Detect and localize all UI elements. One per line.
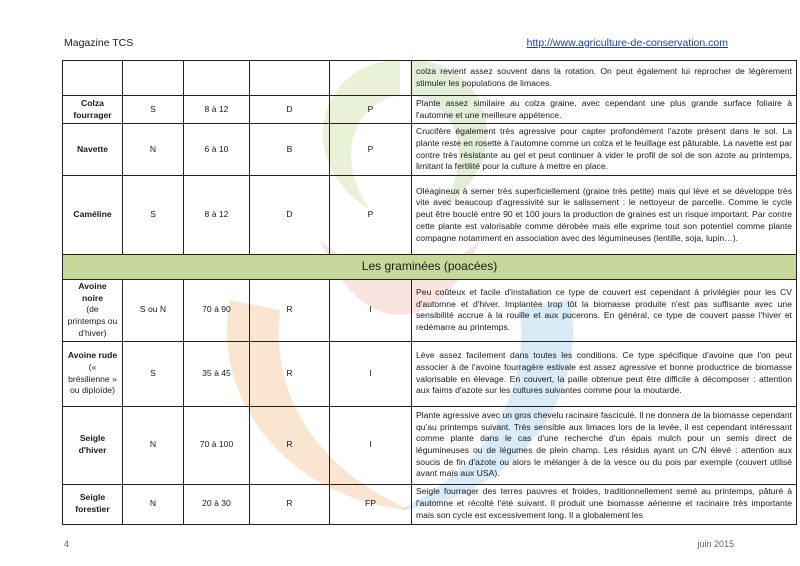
magazine-title: Magazine TCS: [64, 37, 134, 49]
class-cell: [330, 61, 412, 96]
sowing-rate-cell: 35 à 45: [184, 341, 250, 406]
type-cell: R: [250, 341, 330, 406]
type-cell: R: [250, 406, 330, 484]
description-cell: Oléagineux à semer très superficiellement (graine très petite) mais qui lève et se développe très vite avec beaucoup d'agressivité sur le salissement : le nettoyeur de parcelle. Comme le cycle peut être bouclé entre 90 et 100 jours la production de graines est un risque important. Par contre cette plante est valorisable comme dérobée mais elle exprime tout son potentiel comme plante compagne notamment en association avec des légumineuses (lentille, soja, lupin…).: [412, 176, 797, 255]
sowing-rate-cell: 6 à 10: [184, 124, 250, 176]
sowing-period-cell: S: [123, 341, 184, 406]
table-row: [63, 61, 797, 96]
type-cell: D: [250, 96, 330, 124]
sowing-period-cell: N: [123, 484, 184, 524]
description-cell: Lève assez facilement dans toutes les conditions. Ce type spécifique d'avoine que l'on peut associer à de l'avoine fourragère estivale est assez agressive et bonne productrice de biomasse valorisable en élevage. En couvert, la paille obtenue peut être difficile à décomposer : attention aux faims d'azote sur les cultures suivantes comme pour la moutarde.: [412, 341, 797, 406]
description-cell: Crucifère également très agressive pour capter profondément l'azote présent dans le sol. La plante reste en rosette à l'automne comme un colza et le feuillage est pâturable. La navette est par contre très résistante au gel et peut continuer à vider le profil de sol de son azote au printemps, limitant la fertilité pour la culture à mettre en place.: [412, 124, 797, 176]
plant-name-cell: Colza fourrager: [63, 96, 123, 124]
description-cell: Plante assez similaire au colza graine, avec cependant une plus grande surface foliaire à l'automne et une meilleure appétence.: [412, 96, 797, 124]
description-cell: colza revient assez souvent dans la rotation. On peut également lui reprocher de légèrement stimuler les populations de limaces.: [412, 61, 797, 96]
sowing-rate-cell: 70 à 90: [184, 280, 250, 342]
sowing-rate-cell: 8 à 12: [184, 176, 250, 255]
class-cell: P: [330, 124, 412, 176]
sowing-period-cell: S ou N: [123, 280, 184, 342]
class-cell: I: [330, 406, 412, 484]
plant-name-cell: Navette: [63, 124, 123, 176]
table-row: [63, 280, 797, 342]
description-cell: Seigle fourrager des terres pauvres et froides, traditionnellement semé au printemps, pâturé à l'automne et récolté l'été suivant. Il produit une biomasse aérienne et racinaire très importante mais son cycle est excessivement long. Il a globalement les: [412, 484, 797, 524]
table-row: [63, 341, 797, 406]
type-cell: R: [250, 484, 330, 524]
description-cell: Plante agressive avec un gros chevelu racinaire fasciculé. Il ne donnera de la biomasse cependant qu'au printemps suivant. Très sensible aux limaces lors de la levée, il est cependant intéressant comme plante dans le cas d'une recherche d'un épais mulch pour un semis direct de légumineuses ou de légumes de plein champ. Les résidus ayant un C/N élevé : attention aux soucis de fin d'azote ou alors le mélanger à de la vesce ou du pois par exemple (couvert utilisé avant maïs aux USA).: [412, 406, 797, 484]
plant-name-cell: [63, 61, 123, 96]
plant-name-cell: Avoine noire (de printemps ou d'hiver): [63, 280, 123, 342]
class-cell: P: [330, 96, 412, 124]
sowing-rate-cell: [184, 61, 250, 96]
plant-name-cell: Caméline: [63, 176, 123, 255]
class-cell: FP: [330, 484, 412, 524]
website-link[interactable]: http://www.agriculture-de-conservation.com: [526, 37, 728, 49]
section-title: Les graminées (poacées): [63, 255, 797, 280]
type-cell: R: [250, 280, 330, 342]
cover-crops-table: [62, 60, 797, 525]
plant-name-cell: Seigle d'hiver: [63, 406, 123, 484]
class-cell: I: [330, 341, 412, 406]
table-row: [63, 176, 797, 255]
type-cell: [250, 61, 330, 96]
sowing-rate-cell: 70 à 100: [184, 406, 250, 484]
type-cell: D: [250, 176, 330, 255]
description-cell: Peu coûteux et facile d'installation ce type de couvert est cependant à privilégier pour les CV d'automne et d'hiver. Implantée trop tôt la biomasse produite n'est pas suffisante avec une sensibilité accrue à la rouille et aux pucerons. En général, ce type de couvert passe l'hiver et redémarre au printemps.: [412, 280, 797, 342]
table-row: [63, 96, 797, 124]
plant-variant-note: (de printemps ou d'hiver): [67, 304, 118, 338]
class-cell: P: [330, 176, 412, 255]
sowing-rate-cell: 20 à 30: [184, 484, 250, 524]
sowing-period-cell: S: [123, 176, 184, 255]
table-row: [63, 406, 797, 484]
plant-name-cell: Seigle forestier: [63, 484, 123, 524]
type-cell: B: [250, 124, 330, 176]
section-header-row: [63, 255, 797, 280]
table-row: [63, 124, 797, 176]
issue-date: juin 2015: [697, 539, 734, 549]
sowing-rate-cell: 8 à 12: [184, 96, 250, 124]
sowing-period-cell: S: [123, 96, 184, 124]
table-row: [63, 484, 797, 524]
sowing-period-cell: N: [123, 406, 184, 484]
page-number: 4: [64, 539, 70, 549]
plant-name-cell: Avoine rude (« brésilienne » ou diploïde): [63, 341, 123, 406]
sowing-period-cell: N: [123, 124, 184, 176]
sowing-period-cell: [123, 61, 184, 96]
class-cell: I: [330, 280, 412, 342]
plant-variant-note: (« brésilienne » ou diploïde): [68, 361, 117, 396]
